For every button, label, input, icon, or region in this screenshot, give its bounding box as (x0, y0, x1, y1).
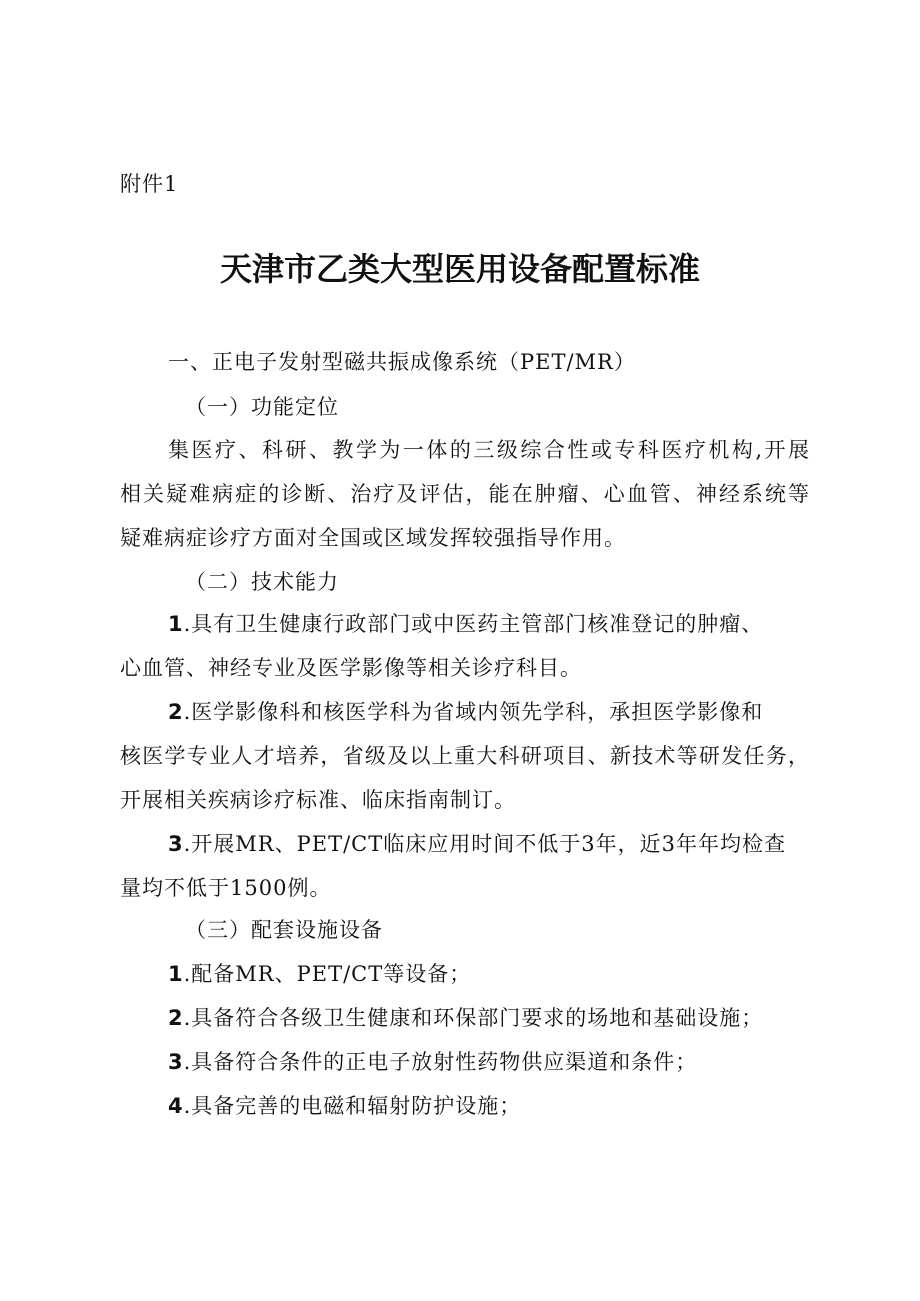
item-text: .具备符合条件的正电子放射性药物供应渠道和条件； (183, 1050, 698, 1074)
list-item (168, 612, 763, 637)
item-number: 1 (168, 612, 184, 636)
list-item (168, 962, 471, 987)
subsection-heading-function: （一）功能定位 (185, 395, 339, 419)
subsection-heading-facilities: （三）配套设施设备 (185, 918, 383, 942)
subsection-heading-technical: （二）技术能力 (185, 570, 339, 594)
item-text: .具有卫生健康行政部门或中医药主管部门核准登记的肿瘤、 (183, 612, 764, 636)
paragraph-line: 疑难病症诊疗方面对全国或区域发挥较强指导作用。 (120, 526, 626, 550)
list-item (168, 832, 786, 857)
list-item (168, 700, 763, 725)
paragraph-line: 集医疗、科研、教学为一体的三级综合性或专科医疗机构,开展 (168, 438, 810, 462)
item-text: .配备MR、PET/CT等设备； (183, 962, 472, 986)
list-item (168, 1006, 763, 1031)
item-number: 3 (168, 832, 184, 856)
item-number: 3 (168, 1050, 184, 1074)
section-heading: 一、正电子发射型磁共振成像系统（PET/MR） (168, 350, 636, 374)
item-number: 2 (168, 700, 184, 724)
item-text: .开展MR、PET/CT临床应用时间不低于3年，近3年年均检查 (183, 832, 786, 856)
list-item-continuation: 心血管、神经专业及医学影像等相关诊疗科目。 (120, 656, 582, 680)
list-item-continuation: 开展相关疾病诊疗标准、临床指南制订。 (120, 788, 516, 812)
item-number: 2 (168, 1006, 184, 1030)
list-item (168, 1050, 697, 1075)
item-number: 4 (168, 1094, 184, 1118)
page-title: 天津市乙类大型医用设备配置标准 (219, 250, 700, 288)
list-item-continuation: 核医学专业人才培养，省级及以上重大科研项目、新技术等研发任务， (120, 744, 810, 768)
list-item (168, 1094, 521, 1119)
attachment-label: 附件1 (120, 172, 179, 196)
item-text: .医学影像科和核医学科为省域内领先学科，承担医学影像和 (183, 700, 764, 724)
item-number: 1 (168, 962, 184, 986)
item-text: .具备符合各级卫生健康和环保部门要求的场地和基础设施； (183, 1006, 764, 1030)
item-text: .具备完善的电磁和辐射防护设施； (183, 1094, 522, 1118)
list-item-continuation: 量均不低于1500例。 (120, 876, 332, 900)
paragraph-line: 相关疑难病症的诊断、治疗及评估，能在肿瘤、心血管、神经系统等 (120, 482, 810, 506)
